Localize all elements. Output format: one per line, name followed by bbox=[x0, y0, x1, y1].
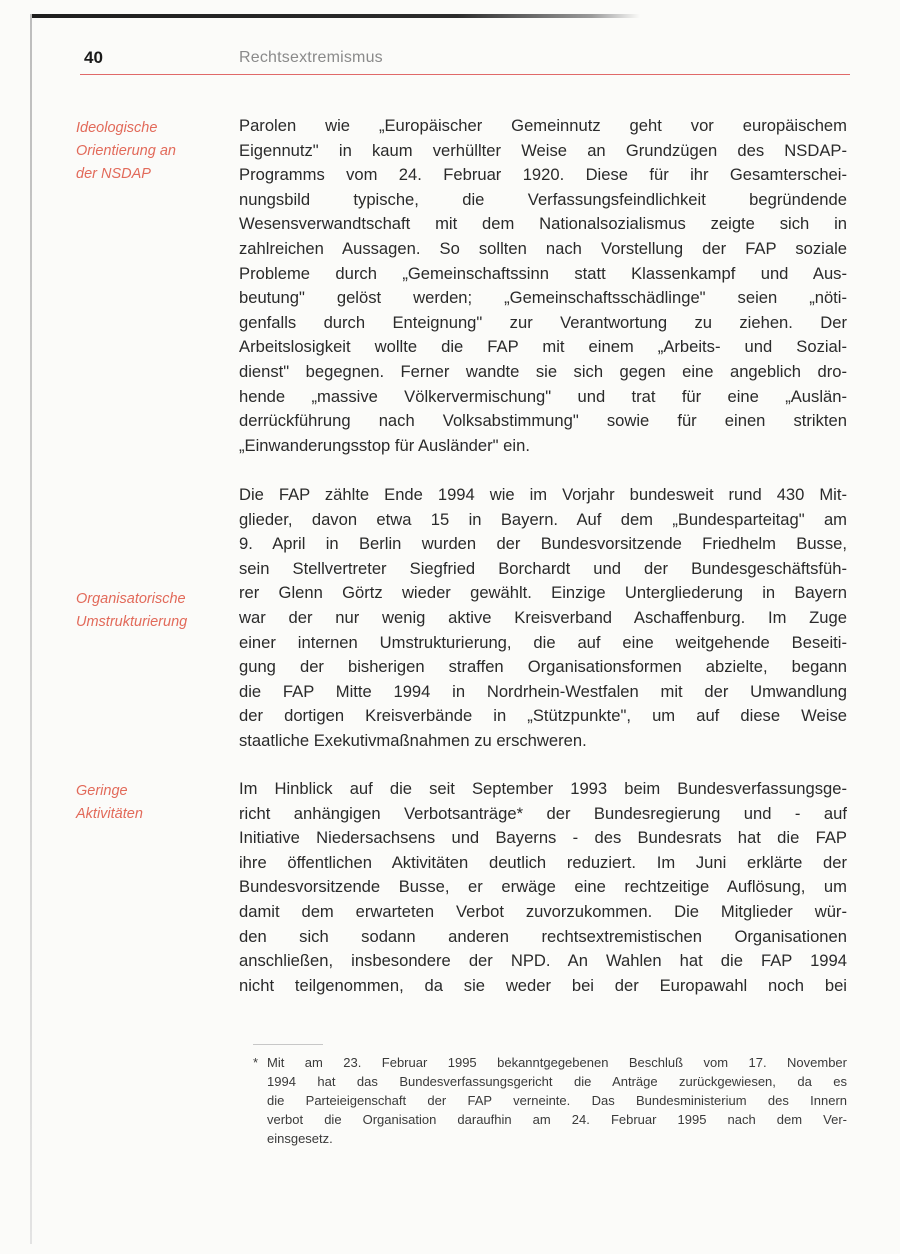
page-number: 40 bbox=[84, 48, 103, 67]
paragraph-membership bbox=[239, 483, 847, 754]
text-line: nicht teilgenommen, da sie weder bei der Europawahl noch bei bbox=[239, 975, 847, 995]
text-line: „Einwanderungsstop für Ausländer" ein. bbox=[239, 435, 530, 455]
text-line: Arbeitslosigkeit wollte die FAP mit einem „Arbeits- und Sozial- bbox=[239, 337, 847, 357]
footnote-line: die Parteieigenschaft der FAP verneinte. Das Bundesministerium des Innern bbox=[267, 1093, 847, 1108]
text-line: Bundesvorsitzende Busse, er erwäge eine rechtzeitige Auflösung, um bbox=[239, 877, 847, 897]
text-line: Im Hinblick auf die seit September 1993 beim Bundesverfassungsge- bbox=[239, 779, 847, 798]
text-line: Wesensverwandtschaft mit dem Nationalsozialismus zeigte sich in bbox=[239, 214, 847, 234]
text-line: Parolen wie „Europäischer Gemeinnutz geht vor europäischem bbox=[239, 116, 847, 135]
footnote bbox=[253, 1053, 847, 1148]
footnote-line: Mit am 23. Februar 1995 bekanntgegebenen Beschluß vom 17. November bbox=[267, 1055, 847, 1070]
text-line: anschließen, insbesondere der NPD. An Wahlen hat die FAP 1994 bbox=[239, 951, 847, 971]
margin-note-line: Aktivitäten bbox=[76, 806, 143, 822]
text-line: damit dem erwarteten Verbot zuvorzukommen. Die Mitglieder wür- bbox=[239, 901, 847, 921]
text-line: 9. April in Berlin wurden der Bundesvorsitzende Friedhelm Busse, bbox=[239, 534, 847, 554]
text-line: beutung" gelöst werden; „Gemeinschaftsschädlinge" seien „nöti- bbox=[239, 288, 847, 308]
text-line: nungsbild typische, die Verfassungsfeindlichkeit begründende bbox=[239, 189, 847, 209]
margin-note-line: Geringe bbox=[76, 783, 128, 799]
text-line: dienst" begegnen. Ferner wandte sie sich gegen eine angeblich dro- bbox=[239, 361, 847, 381]
paragraph-activities bbox=[239, 777, 847, 998]
page-left-edge bbox=[30, 14, 32, 1244]
text-line: den sich sodann anderen rechtsextremistischen Organisationen bbox=[239, 926, 847, 946]
text-line: gung der bisherigen straffen Organisationsformen abzielte, begann bbox=[239, 657, 847, 677]
margin-note-activities bbox=[76, 780, 226, 826]
text-line: die FAP Mitte 1994 in Nordrhein-Westfalen mit der Umwandlung bbox=[239, 681, 847, 701]
text-line: rer Glenn Görtz wieder gewählt. Einzige Untergliederung in Bayern bbox=[239, 583, 847, 603]
margin-note-line: Umstrukturierung bbox=[76, 614, 188, 630]
header-divider bbox=[80, 74, 850, 75]
text-line: glieder, davon etwa 15 in Bayern. Auf dem „Bundesparteitag" am bbox=[239, 509, 847, 529]
text-line: zahlreichen Aussagen. So sollten nach Vorstellung der FAP soziale bbox=[239, 238, 847, 258]
footnote-line: 1994 hat das Bundesverfassungsgericht die Anträge zurückgewiesen, da es bbox=[267, 1074, 847, 1089]
margin-note-line: Ideologische bbox=[76, 120, 158, 136]
text-line: Initiative Niedersachsens und Bayerns - des Bundesrats hat die FAP bbox=[239, 828, 847, 848]
text-line: war der nur wenig aktive Kreisverband Aschaffenburg. Im Zuge bbox=[239, 607, 847, 627]
footnote-line: einsgesetz. bbox=[267, 1131, 333, 1146]
footnote-body bbox=[267, 1053, 847, 1148]
footnote-line: verbot die Organisation daraufhin am 24. Februar 1995 nach dem Ver- bbox=[267, 1112, 847, 1127]
text-line: ihre öffentlichen Aktivitäten deutlich reduziert. Im Juni erklärte der bbox=[239, 852, 847, 872]
top-border-rule bbox=[30, 14, 640, 18]
text-line: Programms vom 24. Februar 1920. Diese für ihr Gesamterschei- bbox=[239, 165, 847, 185]
margin-note-line: Orientierung an bbox=[76, 143, 176, 159]
text-line: hende „massive Völkervermischung" und trat für eine „Auslän- bbox=[239, 386, 847, 406]
text-line: der dortigen Kreisverbände in „Stützpunkte", um auf diese Weise bbox=[239, 706, 847, 726]
margin-note-restructuring bbox=[76, 588, 226, 634]
footnote-marker: * bbox=[253, 1055, 259, 1070]
text-line: Die FAP zählte Ende 1994 wie im Vorjahr bundesweit rund 430 Mit- bbox=[239, 485, 847, 504]
margin-note-line: Organisatorische bbox=[76, 591, 186, 607]
text-line: richt anhängigen Verbotsanträge* der Bundesregierung und - auf bbox=[239, 803, 847, 823]
text-line: sein Stellvertreter Siegfried Borchardt und der Bundesgeschäftsfüh- bbox=[239, 558, 847, 578]
running-title: Rechtsextremismus bbox=[239, 49, 383, 66]
text-line: genfalls durch Enteignung" zur Verantwortung zu ziehen. Der bbox=[239, 312, 847, 332]
text-line: derrückführung nach Volksabstimmung" sowie für einen strikten bbox=[239, 411, 847, 431]
paragraph-ideology bbox=[239, 114, 847, 458]
footnote-divider bbox=[253, 1044, 323, 1045]
margin-note-line: der NSDAP bbox=[76, 166, 151, 182]
text-line: Eigennutz" in kaum verhüllter Weise an Grundzügen des NSDAP- bbox=[239, 140, 847, 160]
margin-note-ideology bbox=[76, 117, 226, 186]
text-line: Probleme durch „Gemeinschaftssinn statt Klassenkampf und Aus- bbox=[239, 263, 847, 283]
text-line: staatliche Exekutivmaßnahmen zu erschweren. bbox=[239, 730, 587, 750]
text-line: einer internen Umstrukturierung, die auf eine weitgehende Beseiti- bbox=[239, 632, 847, 652]
